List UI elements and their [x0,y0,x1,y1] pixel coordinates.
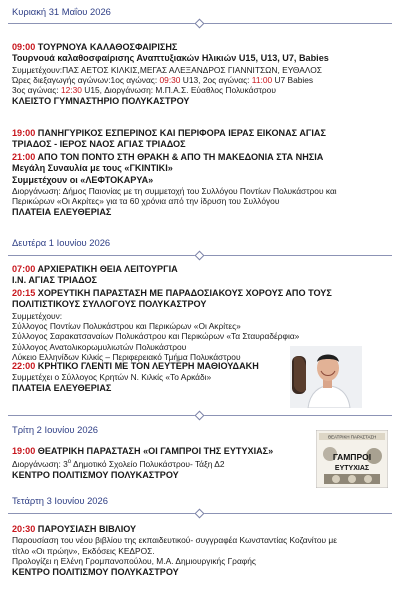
event-book-presentation [12,524,392,578]
day-header-tuesday: Τρίτη 2 Ιουνίου 2026 [12,424,99,435]
event-liturgy [12,264,392,287]
club-list-item: Λύκειο Ελληνίδων Κιλκίς – Περιφερειακό Τμήμα Πολυκάστρου [12,352,241,363]
event-time: 07:00 [12,264,36,274]
day-header-wednesday: Τετάρτη 3 Ιουνίου 2026 [12,495,108,506]
day-separator [8,252,392,259]
event-title: ΧΟΡΕΥΤΙΚΗ ΠΑΡΑΣΤΑΣΗ ΜΕ ΠΑΡΑΔΟΣΙΑΚΟΥΣ ΧΟΡΟΥΣ ΑΠΟ ΤΟΥΣ [37,288,332,298]
event-third-game [12,85,392,95]
event-venue: Ι.Ν. ΑΓΙΑΣ ΤΡΙΑΔΟΣ [12,275,97,286]
event-time: 20:30 [12,524,36,534]
event-concert [12,152,392,218]
event-line: τίτλο «Οι πρώην», Εκδόσεις ΚΕΔΡΟΣ. [12,545,155,556]
event-venue: ΠΛΑΤΕΙΑ ΕΛΕΥΘΕΡΙΑΣ [12,206,112,217]
event-organizer: Διοργάνωση: Δήμος Παιονίας με τη συμμετοχή του Συλλόγου Ποντίων Πολυκάστρου και [12,185,337,196]
event-line: Συμμετέχει ο Σύλλογος Κρητών Ν. Κιλκίς «Το Αρκάδι» [12,372,212,383]
event-vespers [12,128,392,151]
event-title: ΚΡΗΤΙΚΟ ΓΛΕΝΤΙ ΜΕ ΤΟΝ ΛΕΥΤΕΡΗ ΜΑΘΙΟΥΔΑΚΗ [37,361,259,371]
event-time: 21:00 [12,152,36,162]
event-line: Παρουσίαση του νέου βιβλίου της εκπαιδευτικού- συγγραφέα Κωνσταντίας Κοζανίτου με [12,535,337,546]
hours-game1-team: U13, [180,75,203,85]
event-time: 20:15 [12,288,36,298]
event-participants: Συμμετέχουν:ΠΑΣ ΑΕΤΟΣ ΚΙΛΚΙΣ,ΜΕΓΑΣ ΑΛΕΞΑΝΔΡΟΣ ΓΙΑΝΝΙΤΣΩΝ, ΕΥΘΑΛΟΣ [12,64,322,75]
event-title: ΤΟΥΡΝΟΥΑ ΚΑΛΑΘΟΣΦΑΙΡΙΣΗΣ [37,42,178,52]
poster-top-text: ΘΕΑΤΡΙΚΗ ΠΑΡΑΣΤΑΣΗ [327,434,377,440]
event-participants-label: Συμμετέχουν: [12,310,63,321]
diamond-ornament-icon [195,411,205,421]
event-time: 19:00 [12,128,36,138]
event-venue: ΚΛΕΙΣΤΟ ΓΥΜΝΑΣΤΗΡΙΟ ΠΟΛΥΚΑΣΤΡΟΥ [12,95,190,106]
hours-game2-team: U7 Babies [272,75,314,85]
club-list-item: Σύλλογος Ανατολικορωμυλιωτών Πολυκάστρου [12,341,187,352]
day-header-monday: Δευτέρα 1 Ιουνίου 2026 [12,237,111,248]
day-separator [8,20,392,27]
event-venue: ΚΕΝΤΡΟ ΠΟΛΙΤΙΣΜΟΥ ΠΟΛΥΚΑΣΤΡΟΥ [12,566,179,577]
event-title: ΑΠΟ ΤΟΝ ΠΟΝΤΟ ΣΤΗ ΘΡΑΚΗ & ΑΠΟ ΤΗ ΜΑΚΕΔΟΝΙΑ ΣΤΑ ΝΗΣΙΑ [37,152,324,162]
theater-poster-image [316,430,388,488]
diamond-ornament-icon [195,509,205,519]
hours-game2: 2ος αγώνας: [202,75,252,85]
day-separator [8,510,392,517]
club-list-item: Σύλλογος Σαρακατσαναίων Πολυκάστρου και Περικώρων «Τα Σταυραδέρφια» [12,331,300,342]
hours-game1: 1ος αγώνας: [110,75,160,85]
event-basketball-tournament [12,42,392,107]
ordinal-suffix: ο [67,459,72,466]
event-organizer-cont: Περικώρων «Οι Ακρίτες» για τα 60 χρόνια από την ίδρυση του Συλλόγου [12,196,280,207]
event-venue: ΠΛΑΤΕΙΑ ΕΛΕΥΘΕΡΙΑΣ [12,382,112,393]
poster-subtitle-text: ΕΥΤΥΧΙΑΣ [334,465,370,472]
organizer-prefix: Διοργάνωση: 3 [12,459,68,470]
organizer-school: Δημοτικό Σχολείο Πολυκάστρου- Τάξη Δ2 [71,459,225,470]
event-title: ΠΑΝΗΓΥΡΙΚΟΣ ΕΣΠΕΡΙΝΟΣ ΚΑΙ ΠΕΡΙΦΟΡΑ ΙΕΡΑΣ ΕΙΚΟΝΑΣ ΑΓΙΑΣ [37,128,326,138]
event-line: Συμμετέχουν οι «ΛΕΦΤΟΚΑΡΥΑ» [12,174,154,185]
event-time: 19:00 [12,446,36,456]
day-separator [8,412,392,419]
event-time: 22:00 [12,361,36,371]
event-title-cont: ΠΟΛΙΤΙΣΤΙΚΟΥΣ ΣΥΛΛΟΓΟΥΣ ΠΟΛΥΚΑΣΤΡΟΥ [12,299,207,310]
event-hours [12,75,392,85]
event-title: ΠΑΡΟΥΣΙΑΣΗ ΒΙΒΛΙΟΥ [37,524,137,534]
event-subtitle: Τουρνουά καλαθοσφαίρισης Αναπτυξιακών Ηλικιών U15, U13, U7, Babies [12,53,329,64]
day-header-sunday: Κυριακή 31 Μαΐου 2026 [12,6,111,17]
hours-game3-time: 12:30 [60,85,82,96]
event-title-cont: ΤΡΙΑΔΟΣ - ΙΕΡΟΣ ΝΑΟΣ ΑΓΙΑΣ ΤΡΙΑΔΟΣ [12,139,186,150]
event-title: ΘΕΑΤΡΙΚΗ ΠΑΡΑΣΤΑΣΗ «ΟΙ ΓΑΜΠΡΟΙ ΤΗΣ ΕΥΤΥΧΙΑΣ» [37,446,274,456]
hours-game2-time: 11:00 [251,75,273,85]
diamond-ornament-icon [195,251,205,261]
hours-game3-organizer: U15, Διοργάνωση: Μ.Π.Α.Σ. Εύαθλος Πολυκάστρου [81,85,276,96]
poster-title-text: ΓΑΜΠΡΟΙ [332,452,372,462]
diamond-ornament-icon [195,19,205,29]
hours-game1-time: 09:30 [159,75,181,85]
club-list-item: Σύλλογος Ποντίων Πολυκάστρου και Περικώρων «Οι Ακρίτες» [12,321,241,331]
event-cretan-feast [12,361,392,394]
hours-game3: 3ος αγώνας: [12,85,61,96]
hours-label: Ώρες διεξαγωγής αγώνων: [12,75,111,85]
event-venue: ΚΕΝΤΡΟ ΠΟΛΙΤΙΣΜΟΥ ΠΟΛΥΚΑΣΤΡΟΥ [12,469,179,480]
event-time: 09:00 [12,42,36,52]
event-line: Προλογίζει η Ελένη Γρομπανοπούλου, Μ.Α. Δημιουργικής Γραφής [12,556,256,567]
event-title: ΑΡΧΙΕΡΑΤΙΚΗ ΘΕΙΑ ΛΕΙΤΟΥΡΓΙΑ [37,264,178,274]
event-line: Μεγάλη Συναυλία με τους «ΓΚΙΝΤΙΚΙ» [12,163,173,174]
